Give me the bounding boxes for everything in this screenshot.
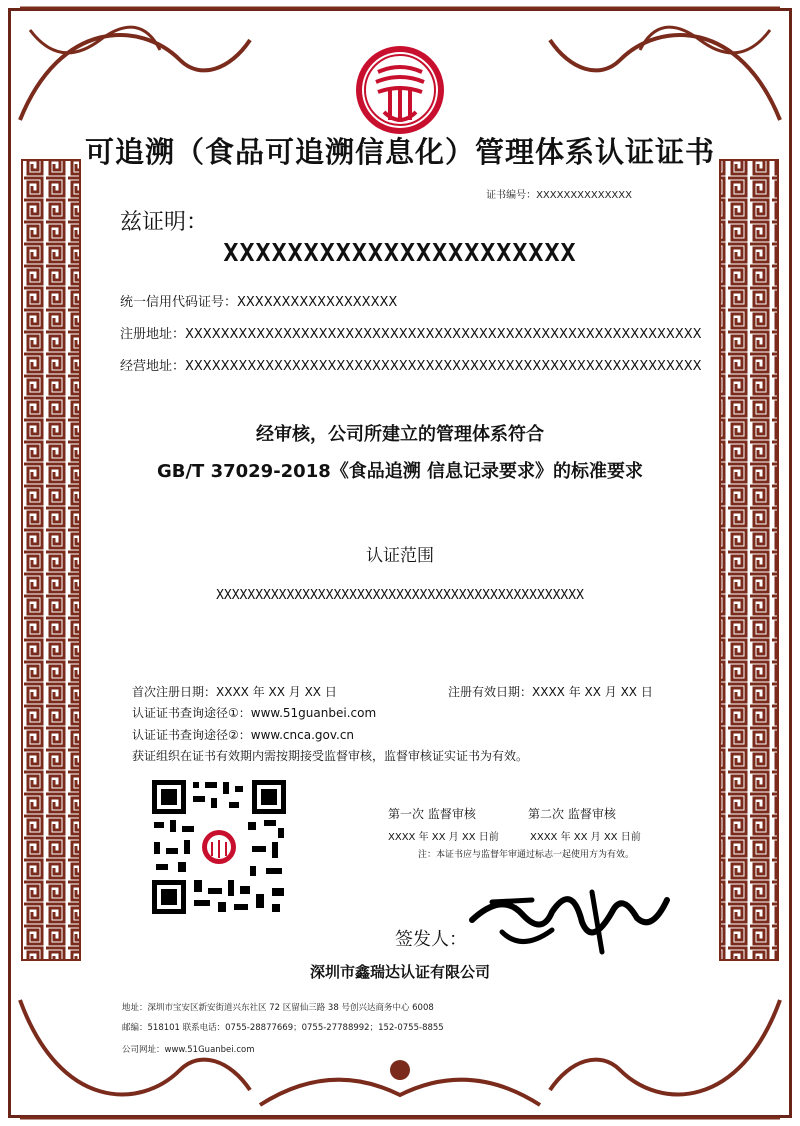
credit-code: 统一信用代码证号：XXXXXXXXXXXXXXXXXX bbox=[120, 295, 398, 310]
query-route-1: 认证证书查询途径①：www.51guanbei.com bbox=[132, 706, 377, 720]
handwritten-signature bbox=[462, 872, 672, 962]
registered-address: 注册地址：XXXXXXXXXXXXXXXXXXXXXXXXXXXXXXXXXXXXXXXXXXXXXXXXXXXXXXXXXX bbox=[120, 327, 702, 342]
scope-title: 认证范围 bbox=[366, 546, 434, 566]
audit-note: 注：本证书应与监督年审通过标志一起使用方为有效。 bbox=[418, 850, 635, 860]
query-route-2: 认证证书查询途径②：www.cnca.gov.cn bbox=[132, 728, 355, 742]
certificate-number: 证书编号：XXXXXXXXXXXXXX bbox=[486, 190, 632, 201]
audit-1-date: XXXX 年 XX 月 XX 日前 bbox=[388, 832, 499, 843]
conformity-statement-line-2: GB/T 37029-2018《食品追溯 信息记录要求》的标准要求 bbox=[156, 461, 644, 482]
audit-1-label: 第一次 监督审核 bbox=[388, 807, 476, 821]
qr-code bbox=[148, 776, 290, 918]
issuer-name: 深圳市鑫瑞达认证有限公司 bbox=[309, 963, 490, 981]
footer-website: 公司网址：www.51Guanbei.com bbox=[122, 1045, 255, 1055]
hereby-label: 兹证明： bbox=[120, 210, 209, 235]
footer-contact: 邮编：518101 联系电话：0755-28877669；0755-27788992；152-0755-8855 bbox=[122, 1023, 444, 1033]
audit-2-date: XXXX 年 XX 月 XX 日前 bbox=[530, 832, 641, 843]
valid-until-date: 注册有效日期：XXXX 年 XX 月 XX 日 bbox=[448, 685, 653, 699]
certificate-title: 可追溯（食品可追溯信息化）管理体系认证证书 bbox=[84, 135, 715, 169]
audit-2-label: 第二次 监督审核 bbox=[528, 807, 616, 821]
scope-value: XXXXXXXXXXXXXXXXXXXXXXXXXXXXXXXXXXXXXXXXXXXXXXX bbox=[216, 588, 584, 603]
signer-label: 签发人： bbox=[395, 929, 467, 950]
operating-address: 经营地址：XXXXXXXXXXXXXXXXXXXXXXXXXXXXXXXXXXXXXXXXXXXXXXXXXXXXXXXXXX bbox=[120, 359, 702, 374]
fingerprint-logo-seal bbox=[352, 42, 448, 138]
footer-address: 地址：深圳市宝安区新安街道兴东社区 72 区留仙三路 38 号创兴达商务中心 6008 bbox=[122, 1003, 434, 1013]
first-registration-date: 首次注册日期：XXXX 年 XX 月 XX 日 bbox=[132, 685, 337, 699]
supervision-note: 获证组织在证书有效期内需按期接受监督审核，监督审核证实证书为有效。 bbox=[132, 749, 529, 763]
company-name: XXXXXXXXXXXXXXXXXXXXXX bbox=[223, 238, 577, 267]
conformity-statement-line-1: 经审核，公司所建立的管理体系符合 bbox=[256, 424, 544, 445]
